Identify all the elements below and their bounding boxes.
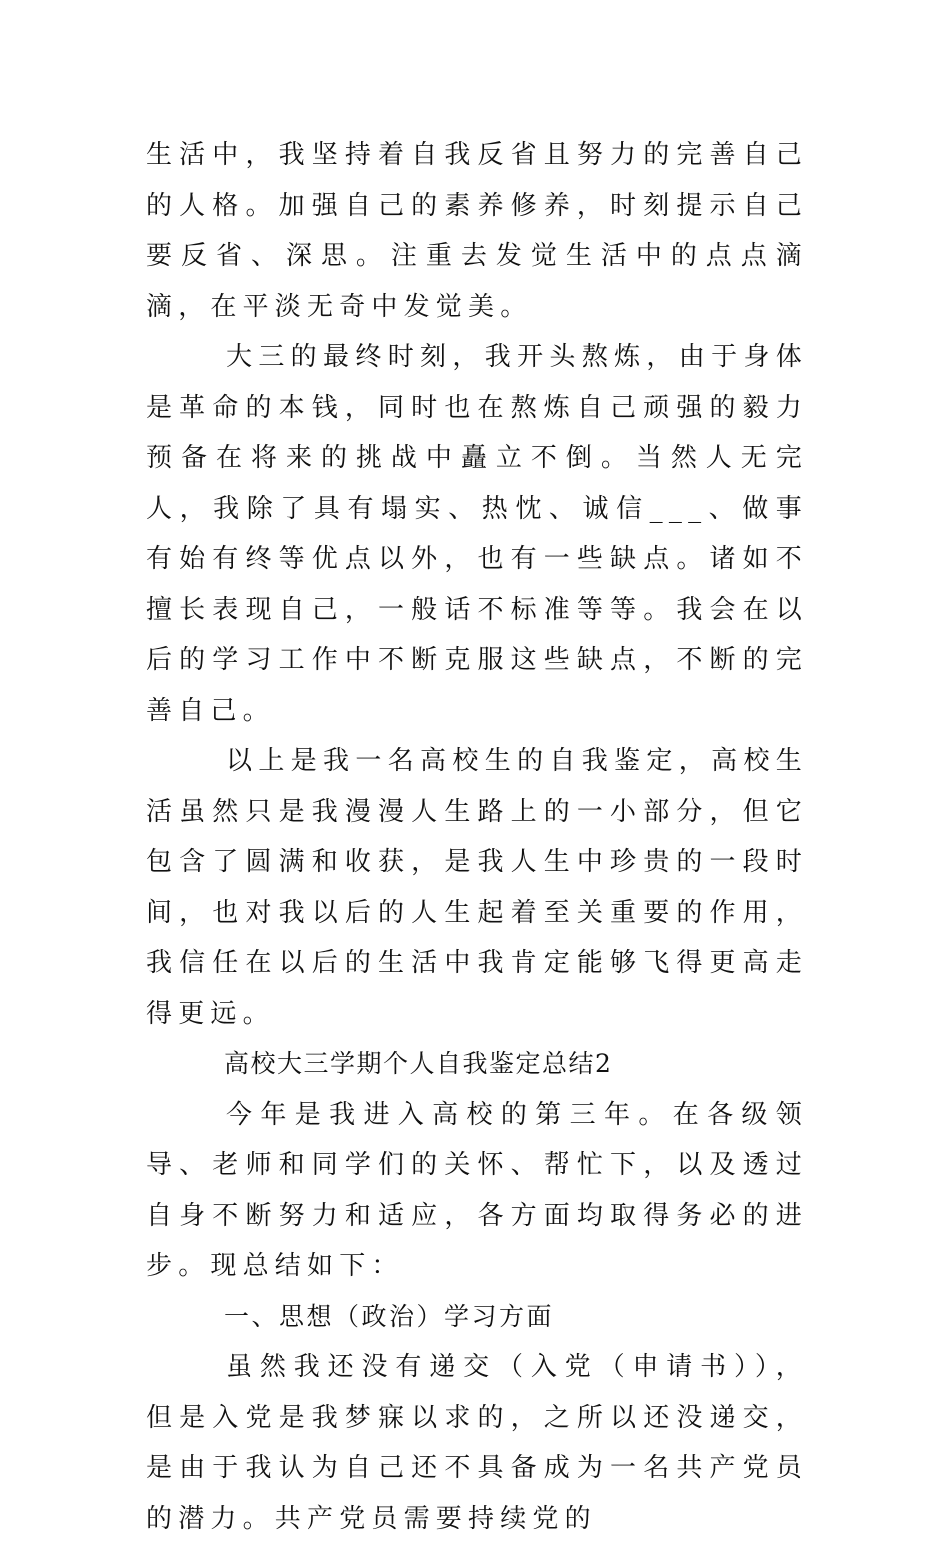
paragraph-party: 虽然我还没有递交（入党（申请书）），但是入党是我梦寐以求的，之所以还没递交，是由于我认为自己还不具备成为一名共产党员的潜力。共产党员需要持续党的 [146,1352,808,1534]
paragraph-intro: 今年是我进入高校的第三年。在各级领导、老师和同学们的关怀、帮忙下，以及透过自身不断努力和适应，各方面均取得务必的进步。现总结如下： [146,1099,808,1281]
subsection-heading: 一、思想（政治）学习方面 [224,1301,555,1331]
paragraph-conclusion: 以上是我一名高校生的自我鉴定，高校生活虽然只是我漫漫人生路上的一小部分，但它包含了圆满和收获，是我人生中珍贵的一段时间，也对我以后的人生起着至关重要的作用，我信任在以后的生活中我肯定能够飞得更高走得更远。 [146,746,808,1029]
section-title: 高校大三学期个人自我鉴定总结2 [224,1049,613,1078]
paragraph-exercise: 大三的最终时刻，我开头熬炼，由于身体是革命的本钱，同时也在熬炼自己顽强的毅力预备在将来的挑战中矗立不倒。当然人无完人，我除了具有塌实、热忱、诚信___、做事有始有终等优点以外，也有一些缺点。诸如不擅长表现自己，一般话不标准等等。我会在以后的学习工作中不断克服这些缺点，不断的完善自己。 [146,342,808,726]
document-body [146,130,808,1544]
paragraph-personality: 生活中，我坚持着自我反省且努力的完善自己的人格。加强自己的素养修养，时刻提示自己要反省、深思。注重去发觉生活中的点点滴滴，在平淡无奇中发觉美。 [146,140,808,322]
